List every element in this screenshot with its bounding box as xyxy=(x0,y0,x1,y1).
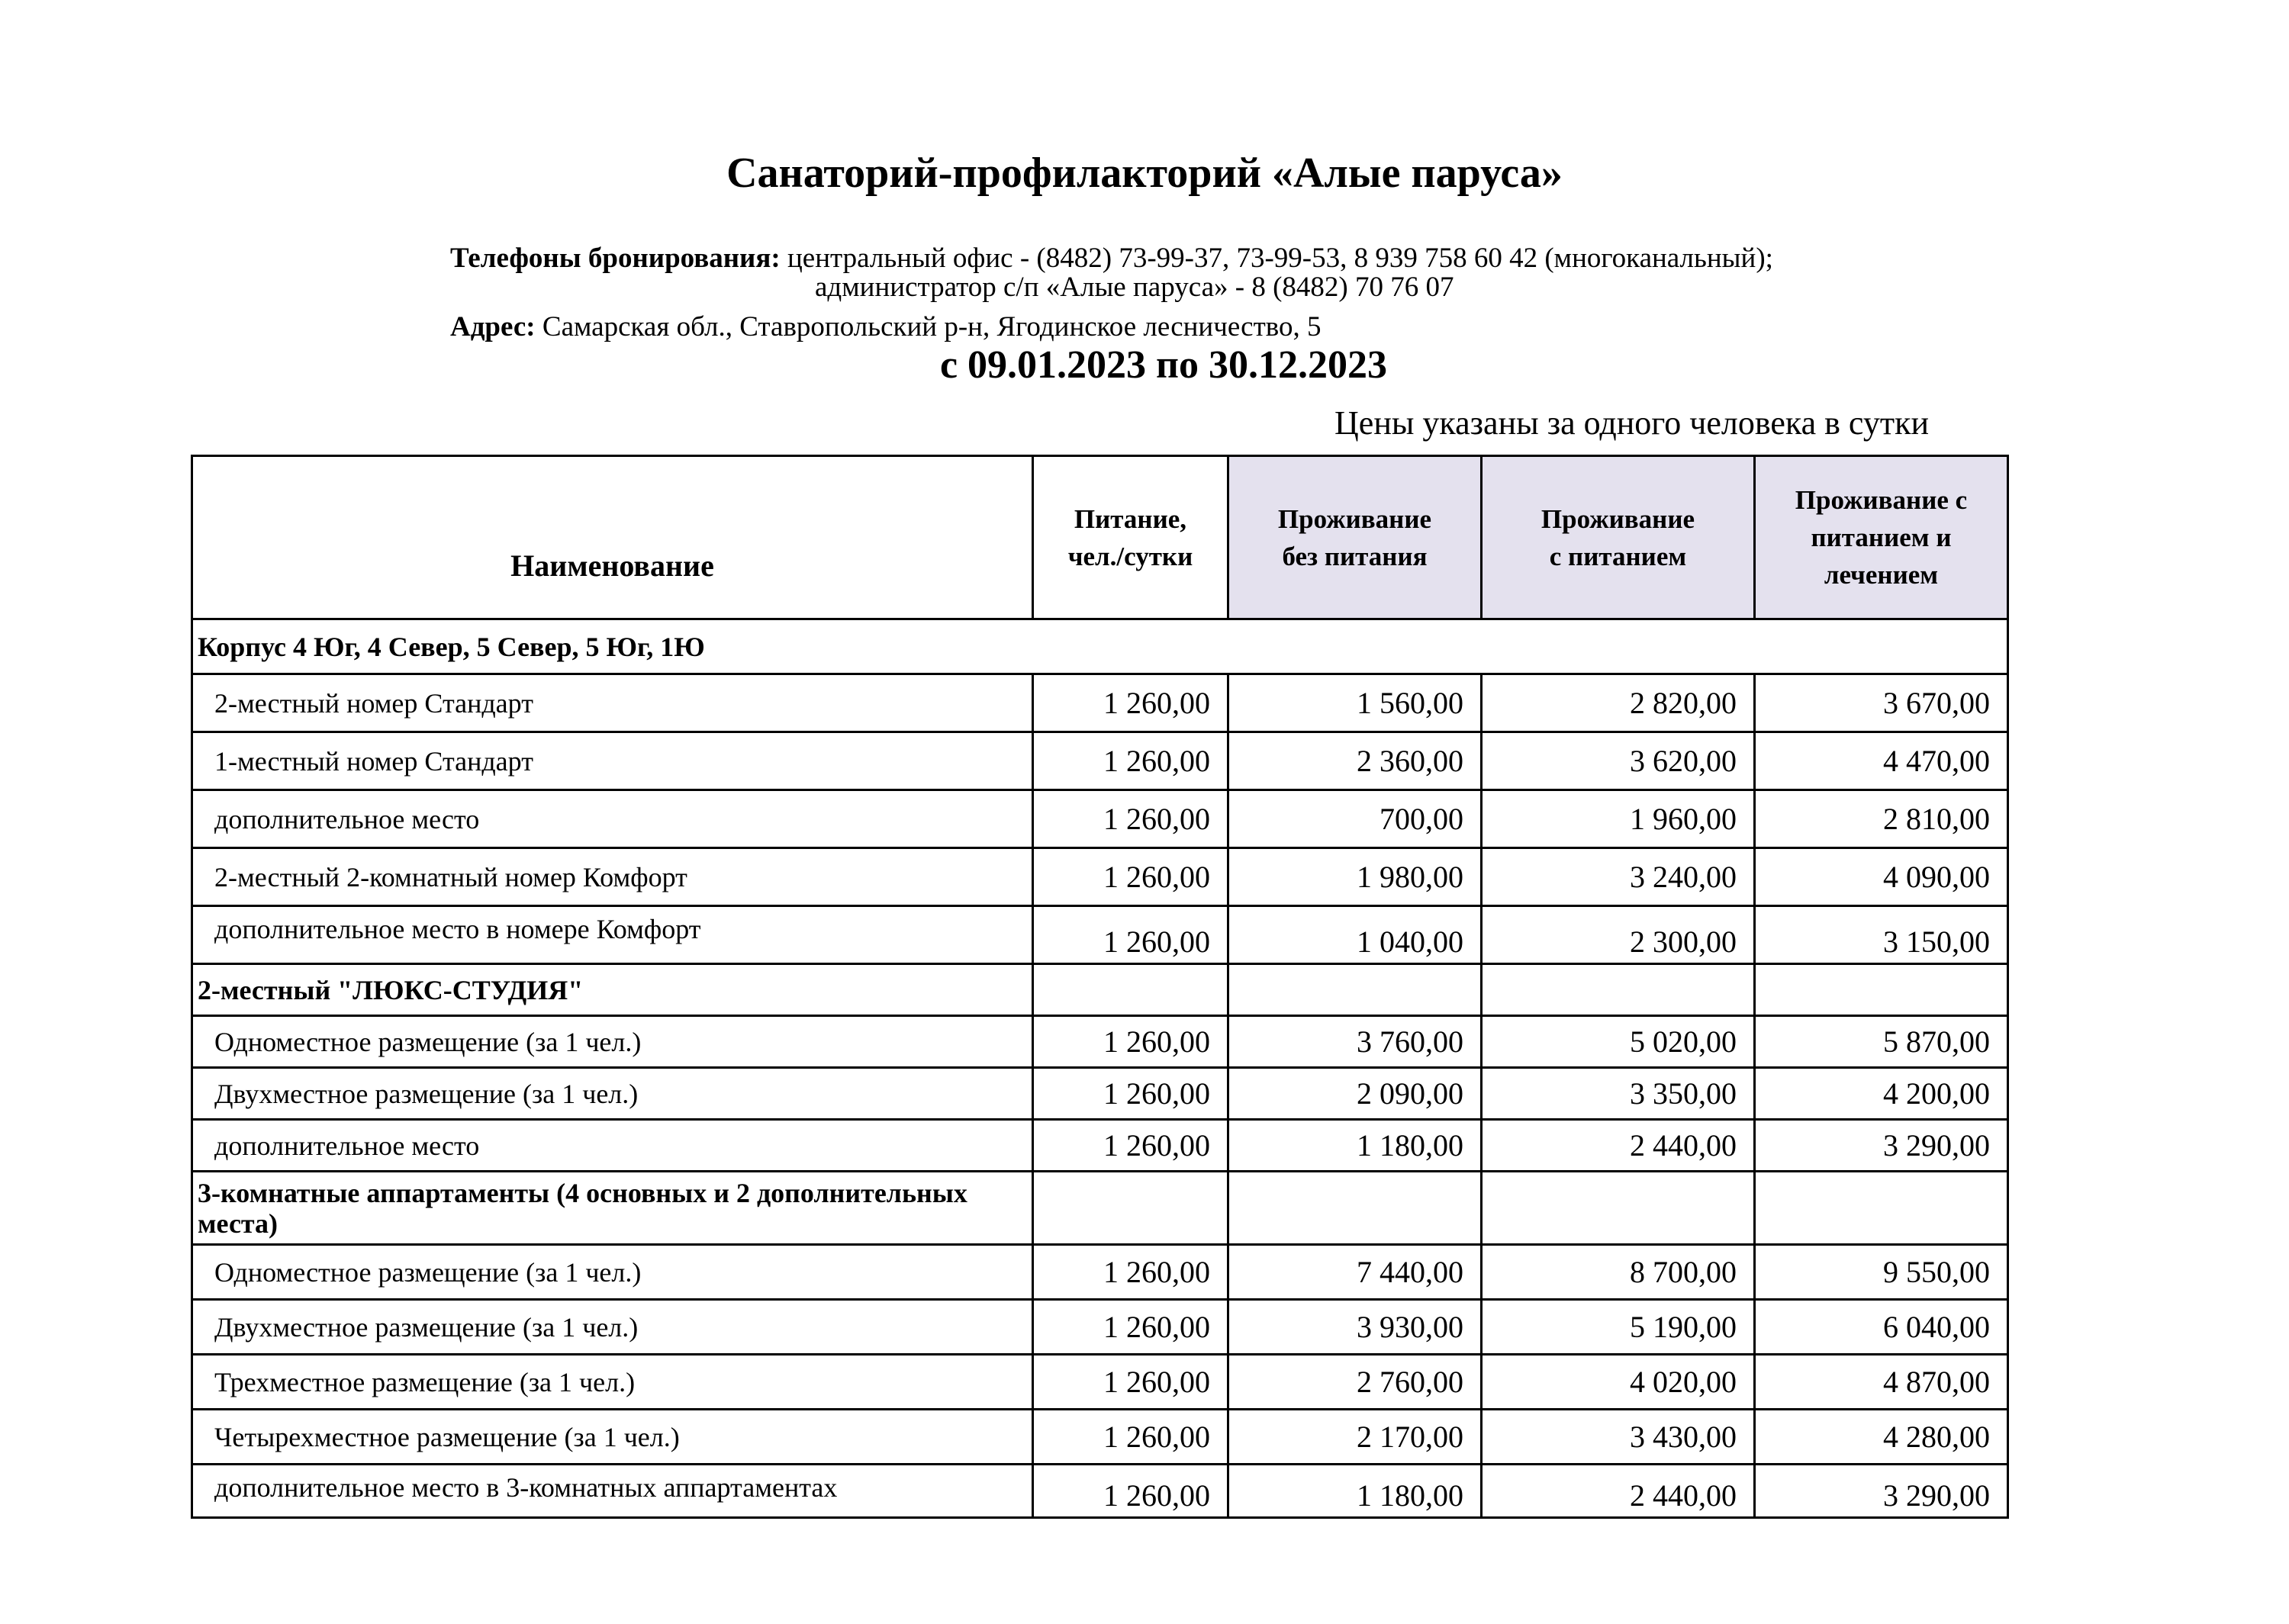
table-row xyxy=(192,790,2008,848)
header-stay-full: Проживание с питанием и лечением xyxy=(1755,456,2008,619)
price-with-food: 8 700,00 xyxy=(1482,1245,1755,1300)
price-no-food: 1 180,00 xyxy=(1228,1120,1482,1172)
price-no-food: 2 760,00 xyxy=(1228,1355,1482,1410)
price-full: 5 870,00 xyxy=(1755,1016,2008,1068)
price-with-food: 2 820,00 xyxy=(1482,674,1755,732)
phones-text: центральный офис - (8482) 73-99-37, 73-99-53, 8 939 758 60 42 (многоканальный); xyxy=(780,243,1773,274)
price-with-food: 5 020,00 xyxy=(1482,1016,1755,1068)
address-label: Адрес: xyxy=(450,311,536,342)
price-food: 1 260,00 xyxy=(1033,732,1228,790)
price-food: 1 260,00 xyxy=(1033,1068,1228,1120)
phones-line-2: администратор с/п «Алые паруса» - 8 (8482) 70 76 07 xyxy=(815,272,1454,303)
price-note: Цены указаны за одного человека в сутки xyxy=(1334,404,1929,442)
phones-label: Телефоны бронирования: xyxy=(450,243,781,274)
table-header-row xyxy=(192,456,2008,619)
price-no-food: 1 040,00 xyxy=(1228,906,1482,964)
price-full: 9 550,00 xyxy=(1755,1245,2008,1300)
price-no-food: 700,00 xyxy=(1228,790,1482,848)
price-no-food: 3 930,00 xyxy=(1228,1300,1482,1355)
price-with-food: 5 190,00 xyxy=(1482,1300,1755,1355)
room-name: Одноместное размещение (за 1 чел.) xyxy=(192,1245,1033,1300)
price-full: 6 040,00 xyxy=(1755,1300,2008,1355)
price-no-food: 2 360,00 xyxy=(1228,732,1482,790)
price-food: 1 260,00 xyxy=(1033,848,1228,906)
price-no-food: 2 170,00 xyxy=(1228,1410,1482,1465)
room-name: Четырехместное размещение (за 1 чел.) xyxy=(192,1410,1033,1465)
price-full: 3 150,00 xyxy=(1755,906,2008,964)
table-row xyxy=(192,1355,2008,1410)
group-row xyxy=(192,619,2008,674)
price-full: 4 280,00 xyxy=(1755,1410,2008,1465)
table-row xyxy=(192,1245,2008,1300)
room-name: Одноместное размещение (за 1 чел.) xyxy=(192,1016,1033,1068)
price-no-food: 2 090,00 xyxy=(1228,1068,1482,1120)
price-full: 4 090,00 xyxy=(1755,848,2008,906)
room-name: 2-местный номер Стандарт xyxy=(192,674,1033,732)
room-name: дополнительное место в номере Комфорт xyxy=(192,906,1033,964)
price-with-food: 4 020,00 xyxy=(1482,1355,1755,1410)
table-row xyxy=(192,1410,2008,1465)
price-no-food: 1 180,00 xyxy=(1228,1465,1482,1518)
group-row xyxy=(192,964,2008,1016)
room-name: 1-местный номер Стандарт xyxy=(192,732,1033,790)
header-stay-no-food: Проживание без питания xyxy=(1228,456,1482,619)
address-text: Самарская обл., Ставропольский р-н, Ягодинское лесничество, 5 xyxy=(535,311,1322,342)
table-row xyxy=(192,674,2008,732)
price-full: 3 290,00 xyxy=(1755,1465,2008,1518)
price-food: 1 260,00 xyxy=(1033,1016,1228,1068)
group-row xyxy=(192,1172,2008,1245)
price-food: 1 260,00 xyxy=(1033,1355,1228,1410)
table-row xyxy=(192,848,2008,906)
price-with-food: 3 430,00 xyxy=(1482,1410,1755,1465)
table-row xyxy=(192,1465,2008,1518)
room-name: дополнительное место в 3-комнатных аппартаментах xyxy=(192,1465,1033,1518)
price-with-food: 2 440,00 xyxy=(1482,1120,1755,1172)
table-row xyxy=(192,1016,2008,1068)
table-row xyxy=(192,1120,2008,1172)
price-no-food: 3 760,00 xyxy=(1228,1016,1482,1068)
contacts-block xyxy=(450,244,2052,342)
price-with-food: 3 350,00 xyxy=(1482,1068,1755,1120)
price-full: 4 470,00 xyxy=(1755,732,2008,790)
price-food: 1 260,00 xyxy=(1033,1300,1228,1355)
price-food: 1 260,00 xyxy=(1033,1120,1228,1172)
table-row xyxy=(192,1068,2008,1120)
room-name: Трехместное размещение (за 1 чел.) xyxy=(192,1355,1033,1410)
price-food: 1 260,00 xyxy=(1033,674,1228,732)
table-row xyxy=(192,732,2008,790)
price-no-food: 7 440,00 xyxy=(1228,1245,1482,1300)
price-with-food: 3 620,00 xyxy=(1482,732,1755,790)
price-with-food: 1 960,00 xyxy=(1482,790,1755,848)
header-stay-food: Проживание с питанием xyxy=(1482,456,1755,619)
group-title: 3-комнатные аппартаменты (4 основных и 2 дополнительных места) xyxy=(192,1172,1033,1245)
price-full: 4 870,00 xyxy=(1755,1355,2008,1410)
phones-line xyxy=(450,244,2052,273)
price-full: 3 290,00 xyxy=(1755,1120,2008,1172)
header-food: Питание, чел./сутки xyxy=(1033,456,1228,619)
price-food: 1 260,00 xyxy=(1033,1245,1228,1300)
page-title: Санаторий-профилакторий «Алые паруса» xyxy=(726,150,1563,197)
price-full: 3 670,00 xyxy=(1755,674,2008,732)
price-with-food: 2 300,00 xyxy=(1482,906,1755,964)
room-name: дополнительное место xyxy=(192,790,1033,848)
price-full: 2 810,00 xyxy=(1755,790,2008,848)
address-line xyxy=(450,313,2052,342)
price-with-food: 3 240,00 xyxy=(1482,848,1755,906)
table-row xyxy=(192,1300,2008,1355)
price-food: 1 260,00 xyxy=(1033,790,1228,848)
price-with-food: 2 440,00 xyxy=(1482,1465,1755,1518)
room-name: дополнительное место xyxy=(192,1120,1033,1172)
price-table xyxy=(191,455,2009,1519)
room-name: Двухместное размещение (за 1 чел.) xyxy=(192,1068,1033,1120)
group-title: Корпус 4 Юг, 4 Север, 5 Север, 5 Юг, 1Ю xyxy=(192,619,2008,674)
price-food: 1 260,00 xyxy=(1033,1410,1228,1465)
validity-period: с 09.01.2023 по 30.12.2023 xyxy=(939,343,1388,387)
room-name: 2-местный 2-комнатный номер Комфорт xyxy=(192,848,1033,906)
price-no-food: 1 560,00 xyxy=(1228,674,1482,732)
price-full: 4 200,00 xyxy=(1755,1068,2008,1120)
price-no-food: 1 980,00 xyxy=(1228,848,1482,906)
table-row xyxy=(192,906,2008,964)
room-name: Двухместное размещение (за 1 чел.) xyxy=(192,1300,1033,1355)
price-food: 1 260,00 xyxy=(1033,906,1228,964)
price-food: 1 260,00 xyxy=(1033,1465,1228,1518)
header-name: Наименование xyxy=(192,456,1033,619)
group-title: 2-местный "ЛЮКС-СТУДИЯ" xyxy=(192,964,1033,1016)
